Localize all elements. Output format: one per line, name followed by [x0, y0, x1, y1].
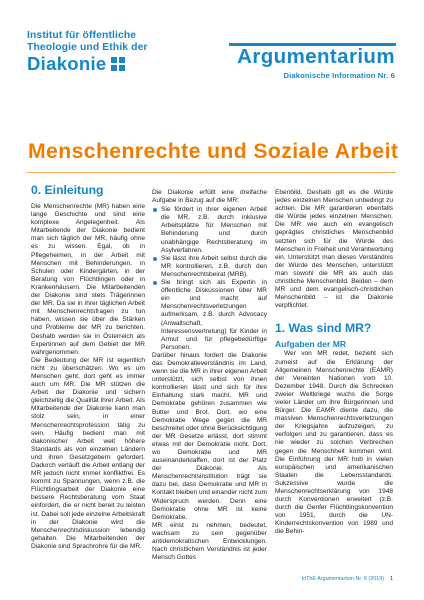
- series-header: [237, 46, 395, 80]
- task-list: [152, 206, 267, 352]
- title-rule: [27, 172, 396, 173]
- paragraph: Die Menschenrechte (MR) haben eine lange Geschichte und sind eine komplexe Angelegenheit. Als Mitarbeitende der Diakonie bedient man sich täglich der MR, häufig ohne es zu wissen. Egal, ob in Pflegeheimen, in der Arbeit mit Menschen mit Behinderungen, in Schulen oder Kindergärten, in der Beratung von Flüchtlingen oder in Krankenhäusern. Die Mitarbeitenden der Diakonie sind stets Trägerinnen der MR. Da sie in ihrer täglichen Arbeit mit Menschenrechtsfragen zu tun haben, wissen sie über die Stärken und Probleme der MR zu berichten. Deshalb werden sie in Österreich als Expertinnen auf dem Gebiet der MR wahrgenommen.: [31, 203, 145, 356]
- list-item-text: Sie lässt ihre Arbeit selbst durch die MR kontrollieren, z.B. durch den Menschenrechtsbeirat (MRB).: [161, 254, 267, 278]
- series-title: Argumentarium: [237, 45, 395, 68]
- section-heading-was-sind-mr: 1. Was sind MR?: [275, 321, 372, 336]
- logo-line-2: Theologie und Ethik der: [27, 41, 148, 53]
- logo-line-1: Institut für öffentliche: [27, 30, 137, 41]
- bullet-icon: [153, 257, 157, 261]
- column-3: [275, 189, 393, 537]
- paragraph: Die Diakonie erfüllt eine dreifache Aufgabe in Bezug auf die MR:: [152, 189, 267, 205]
- bullet-icon: [153, 208, 157, 212]
- page-title: Menschenrechte und Soziale Arbeit: [28, 140, 399, 163]
- list-item: [152, 255, 267, 279]
- list-item: [152, 279, 267, 352]
- page-number: 1: [390, 576, 393, 582]
- page-footer: [302, 576, 393, 582]
- paragraph: Die Bedeutung der MR ist eigentlich nicht zu überschätzen. Wo es um Menschen geht, dort geht es immer auch um MR. Die MR stützen die Arbeit der Diakonie und sichern gleichzeitig die Qualität ihrer Arbeit. Als Mitarbeitende der Diakonie kann man stolz sein, in einer Menschenrechtsprofession tätig zu sein. Häufig bedient man mit diakonischer Arbeit weit höhere Standards als von einzelnen Ländern und ihren Gesetzgebern gefordert. Dadurch verläuft die Arbeit entlang der MR jedoch nicht immer konfliktfrei. Es kommt zu Spannungen, wenn z.B. die Flüchtlingsarbeit der Diakonie eine bessere Rechtsberatung vom Staat einfordert, die er nicht bereit zu leisten ist. Dabei soll jede einzelne Arbeitskraft in der Diakonie wird die Menschenrechtsdiskussion lebendig gehalten. Die Mitarbeitenden der Diakonie sind Sprachrohre für die MR.: [31, 356, 145, 550]
- paragraph: Ebenbild. Deshalb gilt es die Würde jedes einzelnen Menschen unbedingt zu achten. Die MR garantieren ebenfalls die Würde jedes einzelnen Menschen. Die MR wie auch ein evangelisch geprägtes christliches Menschenbild setzten sich für die Würde des Menschen in Freiheit und Verantwortung ein. Unterstützt man dieses Verständnis der Würde des Menschen, unterstützt man sowohl die MR als auch das christliche Menschenbild. Beiden – dem MR und dem evangelisch-christlichen Menschenbild – ist die Diakonie verpflichtet.: [275, 189, 393, 310]
- paragraph: Wer von MR redet, bezieht sich zumeist auf die Erklärung der Allgemeinen Menschenrechte (EAMR) der Vereinten Nationen vom 10. Dezember 1948. Durch die Schrecken zweier Weltkriege wuchs die Sorge vieler Länder um ihre Bürgerinnen und Bürger. Die EAMR diente dazu, die massiven Menschenrechtsverletzungen der Kriegsjahre aufzuzeigen, zu verfolgen und zu garantieren, dass es nie wieder zu solchen Verbrechen gegen die Menschheit kommen wird. Die Einführung der MR hob in vielen europäischen und amerikanischen Staaten die Lebensstandards. Sukzessive wurde die Menschenrechtserklärung von 1948 durch Konventionen erweitert (z.B. durch die Genfer Flüchtlingskonvention von 1951, durch die UN-Kinderrechtskonvention von 1989 und die Behin-: [275, 350, 393, 536]
- series-subtitle: Diakonische Information Nr. 6: [283, 71, 395, 80]
- paragraph: MR einst zu nehmen, bedeutet, wachsam zu sein gegenüber antidemokratischen Entwicklungen. Nach christlichem Verständnis ist jeder Mensch Gottes: [152, 521, 267, 562]
- list-item-text: Sie fördert in ihrer eigenen Arbeit die MR, z.B. durch inklusive Arbeitsplätze für Menschen mit Behinderung und durch unabhängige Rechtsberatung im Asylverfahren.: [161, 206, 267, 254]
- bullet-icon: [153, 281, 157, 285]
- column-2: [152, 189, 267, 562]
- logo-brand-row: [27, 54, 177, 74]
- column-1: [31, 178, 145, 551]
- logo-brand: Diakonie: [27, 53, 107, 75]
- institute-logo: [27, 30, 177, 74]
- footer-text: IöThE Argumentarium Nr. 6 (2019): [301, 576, 384, 582]
- list-item: [152, 206, 267, 255]
- section-heading-einleitung: 0. Einleitung: [31, 183, 104, 197]
- subheading-aufgaben: Aufgaben der MR: [275, 339, 347, 350]
- diakonie-cross-icon: [111, 57, 126, 72]
- paragraph: Darüber hinaus fordert die Diakonie das Demokratieverständnis im Land, wenn sie die MR in ihrer eigenen Arbeit unterstützt, sich selbst von ihnen kontrollieren lässt und sich für ihre Einhaltung stark macht. MR und Demokratie gehören zusammen wie Butter und Brot. Dort, wo eine Demokratie Wege gegen die MR beschreitet oder ohne Berücksichtigung der MR Gesetze erlässt, dort stimmt etwas mit der Demokratie nicht. Dort, wo Demokratie und MR auseinanderklaffen, dort ist der Platz der Diakonie. Als Menschenrechtsinstitution trägt sie dazu bei, dass Demokratie und MR in Kontakt bleiben und einander nicht zum Widerspruch werden. Denn eine Demokratie ohne MR ist keine Demokratie.: [152, 351, 268, 521]
- list-item-text: Sie bringt sich als Expertin in öffentliche Diskussionen über MR ein und macht auf Menschenrechtsverletzungen aufmerksam, z.B. durch Advocacy (Anwaltschaft, Interessensvertretung) für Kinder in Armut und für pflegebedürftige Personen.: [161, 279, 267, 351]
